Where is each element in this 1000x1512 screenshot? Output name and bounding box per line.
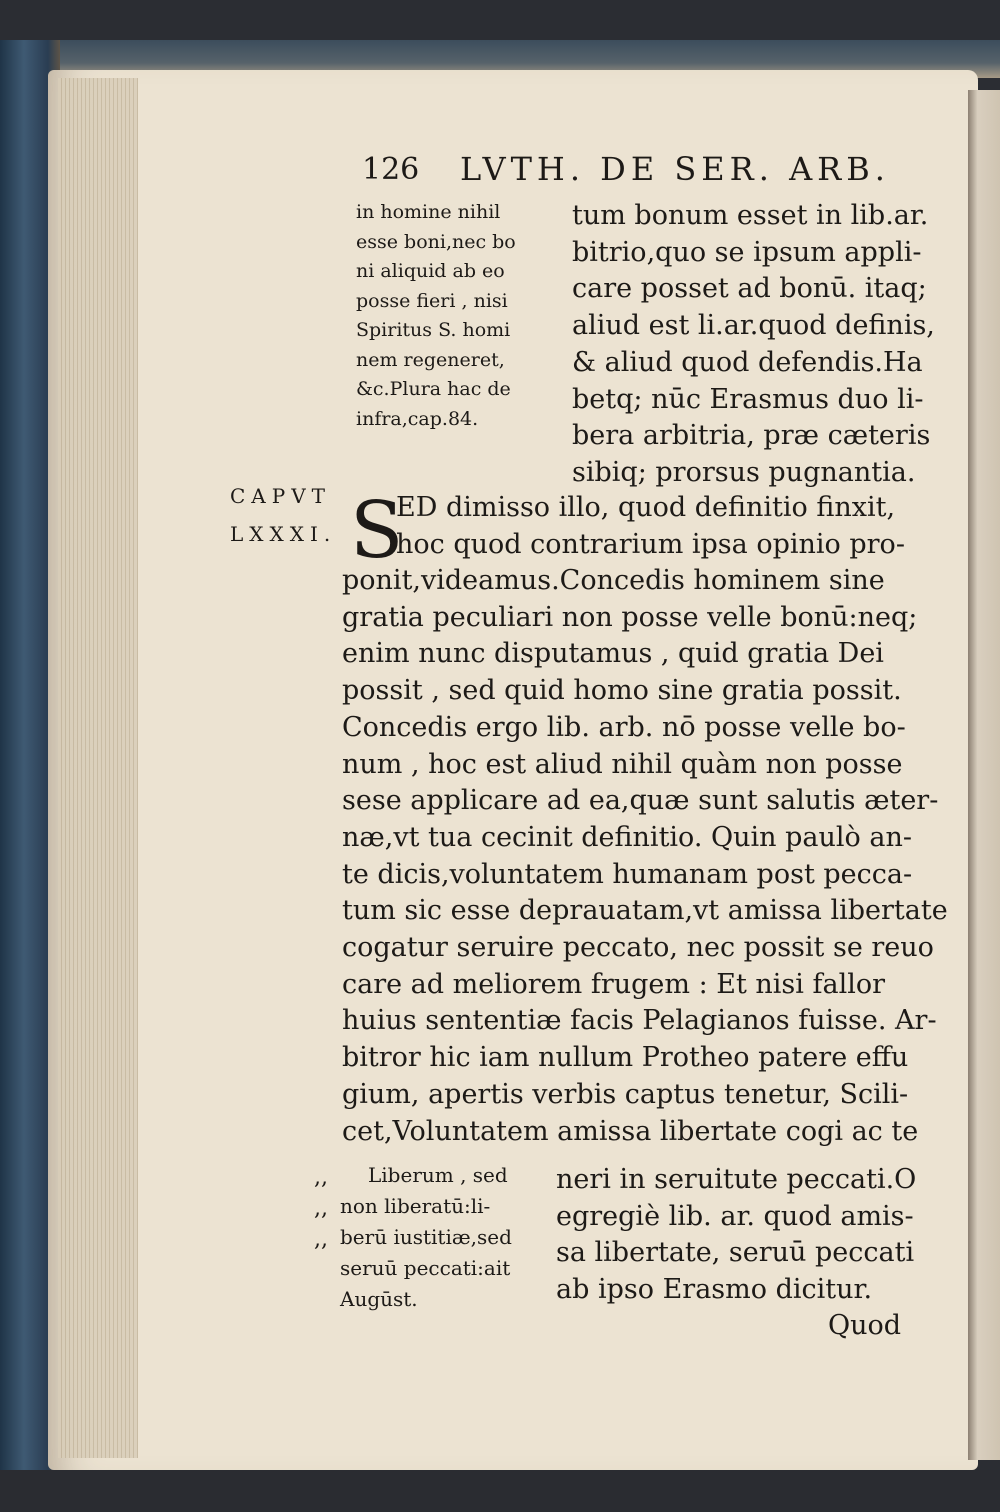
text-line: bitror hic iam nullum Protheo patere effu — [342, 1042, 909, 1074]
text-line: enim nunc disputamus , quid gratia Dei — [342, 638, 884, 670]
text-main-body — [342, 563, 948, 1150]
text-line: hoc quod contrarium ipsa opinio pro- — [396, 528, 905, 560]
note-line: berū iustitiæ,sed — [340, 1225, 512, 1249]
text-line: tum bonum esset in lib.ar. — [572, 200, 929, 231]
note-line: in homine nihil — [356, 201, 501, 223]
text-line: & aliud quod defendis.Ha — [572, 346, 923, 378]
text-line: bera arbitria, præ cæteris — [572, 420, 931, 452]
page-stack-edges — [58, 78, 138, 1458]
note-line: Augūst. — [340, 1287, 418, 1311]
text-line: care posset ad bonū. itaq; — [572, 273, 927, 305]
text-line: cet,Voluntatem amissa libertate cogi ac te — [342, 1115, 919, 1147]
text-line: sese applicare ad ea,quæ sunt salutis æter- — [342, 785, 939, 817]
quote-mark: ,, — [314, 1196, 328, 1221]
side-note-top — [356, 198, 516, 434]
text-first-lines — [396, 490, 905, 563]
text-line: neri in seruitute peccati.O — [556, 1164, 917, 1195]
note-line: seruū peccati:ait — [340, 1256, 511, 1280]
adjacent-page-edge — [968, 90, 1000, 1460]
text-line: ponit,videamus.Concedis hominem sine — [342, 565, 885, 596]
text-line: bitrio,quo se ipsum appli- — [572, 236, 922, 268]
text-line: ED dimisso illo, quod definitio finxit, — [396, 492, 896, 523]
note-line: ni aliquid ab eo — [356, 260, 505, 282]
side-note-bottom — [340, 1160, 512, 1315]
quote-mark: ,, — [314, 1165, 328, 1190]
background-bottom — [0, 1470, 1000, 1512]
note-line: Spiritus S. homi — [356, 319, 511, 341]
note-line: posse fieri , nisi — [356, 289, 508, 312]
note-line: Liberum , sed — [368, 1163, 508, 1187]
text-line: næ,vt tua cecinit definitio. Quin paulò an- — [342, 821, 912, 853]
text-line: egregiè lib. ar. quod amis- — [556, 1200, 914, 1232]
text-line: cogatur seruire peccato, nec possit se reuo — [342, 932, 934, 964]
text-line: ab ipso Erasmo dicitur. — [556, 1274, 873, 1306]
text-line: aliud est li.ar.quod definis, — [572, 310, 935, 342]
text-lower-right — [556, 1162, 916, 1309]
text-line: num , hoc est aliud nihil quàm non posse — [342, 748, 903, 780]
text-line: te dicis,voluntatem humanam post pecca- — [342, 858, 913, 890]
note-line: esse boni,nec bo — [356, 230, 516, 253]
text-line: huius sententiæ facis Pelagianos fuisse. Ar- — [342, 1005, 937, 1037]
text-line: sa libertate, seruū peccati — [556, 1237, 915, 1269]
text-line: possit , sed quid homo sine gratia possit. — [342, 675, 902, 707]
text-line: gium, apertis verbis captus tenetur, Scili- — [342, 1078, 909, 1110]
text-line: gratia peculiari non posse velle bonū:neq; — [342, 601, 918, 633]
note-line: nem regeneret, — [356, 348, 505, 371]
text-line: care ad meliorem frugem : Et nisi fallor — [342, 968, 886, 1000]
running-head: LVTH. DE SER. ARB. — [460, 150, 890, 188]
text-right-column — [572, 198, 935, 492]
drop-cap: S — [350, 486, 404, 576]
chapter-number: LXXXI. — [230, 522, 337, 546]
note-line: non liberatū:li- — [340, 1194, 491, 1218]
text-line: betq; nūc Erasmus duo li- — [572, 383, 924, 415]
note-line: infra,cap.84. — [356, 407, 479, 430]
catchword: Quod — [828, 1310, 902, 1341]
quote-mark: ,, — [314, 1227, 328, 1252]
text-line: tum sic esse deprauatam,vt amissa libertate — [342, 895, 948, 927]
quote-marks — [314, 1162, 328, 1255]
page-number: 126 — [362, 152, 420, 187]
text-line: Concedis ergo lib. arb. nō posse velle bo- — [342, 711, 906, 743]
chapter-label: CAPVT — [230, 484, 331, 508]
text-line: sibiq; prorsus pugnantia. — [572, 456, 916, 488]
note-line: &c.Plura hac de — [356, 378, 511, 400]
